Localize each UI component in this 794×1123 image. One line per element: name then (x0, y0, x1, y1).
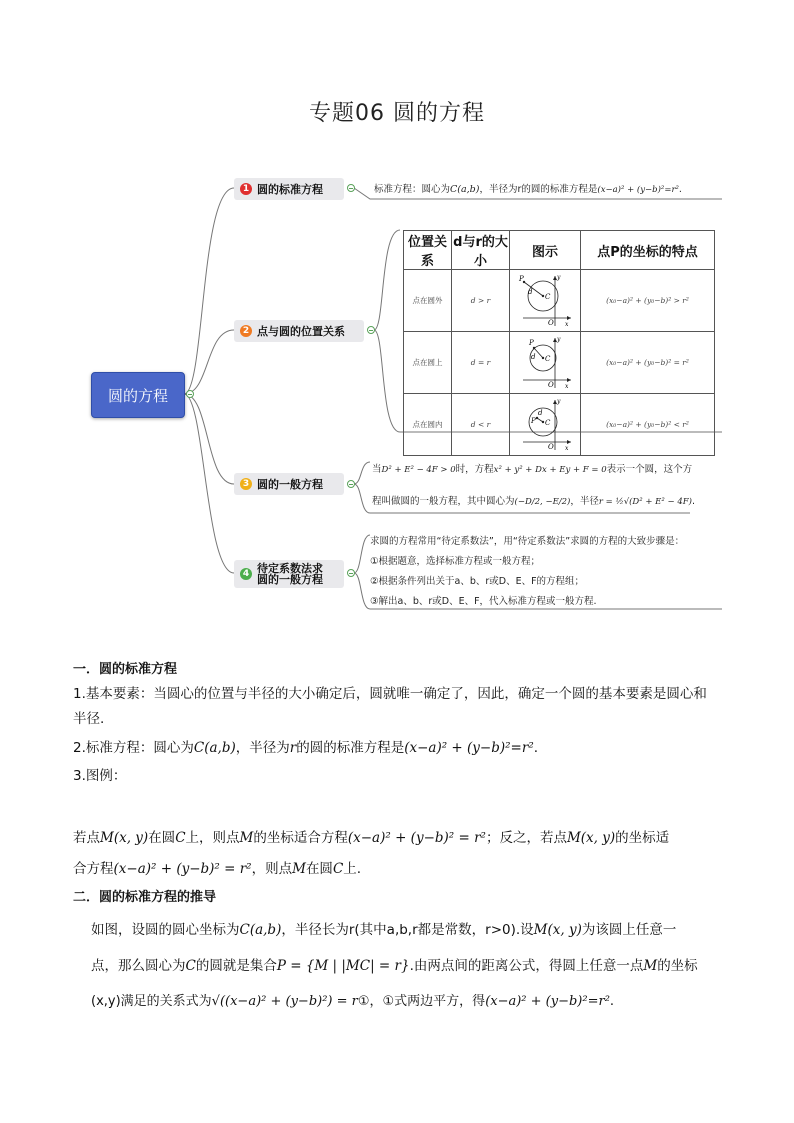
formula: M(x, y) (566, 830, 616, 846)
table-cell-condition: (x₀−a)² + (y₀−b)² = r² (581, 332, 715, 394)
formula: M(x, y) (533, 922, 582, 938)
number-badge-1: 1 (240, 183, 252, 195)
label-C: C (545, 292, 551, 301)
branch-label: 点与圆的位置关系 (257, 325, 345, 338)
note-text: 时，方程 (455, 464, 494, 475)
text: (x,y)满足的关系式为 (91, 994, 212, 1009)
collapse-toggle-3[interactable] (347, 480, 355, 488)
branch-undetermined-coefficients[interactable] (234, 560, 344, 588)
note-line: 求圆的方程常用“待定系数法”，用“待定系数法”求圆的方程的大致步骤是： (370, 536, 685, 547)
text: 为该圆上任意一 (581, 922, 677, 938)
label-y-axis: y (557, 335, 561, 343)
note-text: . (678, 184, 682, 195)
text: 的坐标 (657, 958, 698, 974)
label-origin: O (548, 380, 554, 389)
table-row (404, 332, 715, 394)
label-d: d (528, 287, 533, 296)
section1-converse (73, 823, 733, 885)
table-header-row (404, 231, 715, 270)
note-text: . (691, 496, 695, 507)
note-text: 表示一个圆，这个方 (606, 464, 693, 475)
label-d: d (538, 408, 543, 417)
table-cell-relation: 点在圆外 (404, 270, 452, 332)
branch-label-line-2: 圆的一般方程 (257, 573, 323, 586)
branch-label: 圆的标准方程 (257, 183, 323, 196)
text: . (609, 994, 615, 1009)
formula: M(x, y) (100, 830, 149, 846)
text: 若点 (73, 830, 100, 846)
formula-standard-equation: (x−a)² + (y−b)²=r² (597, 185, 679, 195)
branch3-note (372, 462, 717, 510)
point-inside-circle-diagram (515, 396, 575, 452)
point-on-circle-diagram (515, 334, 575, 390)
section-heading-1: 一．圆的标准方程 (73, 662, 178, 677)
label-P: P (531, 416, 536, 425)
note-line: ③解出a、b、r或D、E、F，代入标准方程或一般方程. (370, 596, 597, 607)
branch-label: 圆的一般方程 (257, 478, 323, 491)
formula-standard-equation: (x−a)² + (y−b)²=r² (485, 994, 610, 1009)
text: 上，则点 (185, 830, 240, 846)
label-P: P (529, 338, 534, 347)
text: . (533, 740, 539, 756)
label-x-axis: x (565, 444, 569, 452)
number-badge-2: 2 (240, 325, 252, 337)
formula-center: (−D/2, −E/2) (514, 497, 571, 507)
collapse-toggle-1[interactable] (347, 184, 355, 192)
formula: C (175, 830, 186, 846)
text: 的坐标适合方程 (253, 830, 348, 846)
formula: M (239, 830, 254, 846)
table-cell-dr: d > r (452, 270, 510, 332)
formula-center: C(a,b) (450, 184, 480, 195)
branch-label-line-1: 待定系数法求 (257, 562, 323, 575)
collapse-toggle-root[interactable] (186, 390, 194, 398)
label-y-axis: y (557, 273, 561, 281)
text: ，半径为 (235, 740, 290, 756)
label-origin: O (548, 442, 554, 451)
note-line: ②根据条件列出关于a、b、r或D、E、F的方程组； (370, 576, 585, 587)
note-text: ，半径 (570, 496, 599, 507)
text: 2.标准方程：圆心为 (73, 740, 194, 756)
formula-distance: √((x−a)² + (y−b)²) = r (211, 994, 358, 1009)
formula: (x−a)² + (y−b)² = r² (347, 830, 486, 846)
table-cell-figure (510, 332, 581, 394)
text: 的圆就是集合 (195, 958, 277, 974)
text: ，半径长为r(其中a,b,r都是常数，r>0).设 (281, 922, 534, 938)
table-cell-relation: 点在圆上 (404, 332, 452, 394)
paragraph: 3.图例： (73, 768, 127, 784)
number-badge-4: 4 (240, 568, 252, 580)
text: 合方程 (73, 861, 114, 877)
section2-body (73, 912, 733, 1020)
note-text: 当 (372, 464, 382, 475)
formula: C (185, 958, 196, 974)
label-C: C (545, 418, 551, 427)
formula: C(a,b) (239, 922, 282, 938)
text: 上. (343, 861, 362, 877)
paragraph-standard-equation (73, 736, 733, 761)
point-outside-circle-diagram (515, 272, 575, 328)
table-header-cell: 点P的坐标的特点 (581, 231, 715, 270)
paragraph-line (73, 948, 733, 984)
text: .由两点间的距离公式，得圆上任意一点 (409, 958, 644, 974)
paragraph-line (73, 854, 733, 885)
branch-point-circle-relation[interactable] (234, 320, 364, 342)
branch-general-equation[interactable] (234, 473, 344, 495)
note-text: 标准方程：圆心为 (374, 184, 451, 195)
branch1-note (374, 182, 682, 198)
text: 在圆 (148, 830, 176, 846)
branch-label (257, 563, 323, 585)
note-text: ，半径为r的圆的标准方程是 (479, 184, 598, 195)
text: ；反之，若点 (485, 830, 567, 846)
label-x-axis: x (565, 320, 569, 328)
paragraph: 1.基本要素：当圆心的位置与半径的大小确定后，圆就唯一确定了，因此，确定一个圆的基本要素是圆心和 (73, 686, 707, 702)
formula-r: r (289, 740, 297, 756)
text: ，则点 (251, 861, 293, 877)
table-header-cell: d与r的大小 (452, 231, 510, 270)
note-text: 程叫做圆的一般方程，其中圆心为 (372, 496, 515, 507)
formula-set: P = {M | |MC| = r} (276, 958, 410, 974)
paragraph-line (73, 984, 733, 1020)
paragraph-line (73, 912, 733, 948)
table-cell-condition: (x₀−a)² + (y₀−b)² < r² (581, 394, 715, 456)
branch-standard-equation[interactable] (234, 178, 344, 200)
text: ①，①式两边平方，得 (357, 994, 486, 1009)
formula-general-equation: x² + y² + Dx + Ey + F = 0 (493, 465, 607, 475)
mindmap-root[interactable]: 圆的方程 (91, 372, 185, 418)
collapse-toggle-4[interactable] (347, 569, 355, 577)
text: 在圆 (305, 861, 333, 877)
section1-body (73, 682, 733, 789)
label-y-axis: y (557, 397, 561, 405)
paragraph: 半径. (73, 711, 105, 727)
table-cell-condition: (x₀−a)² + (y₀−b)² > r² (581, 270, 715, 332)
label-origin: O (548, 318, 554, 327)
table-cell-figure (510, 394, 581, 456)
table-cell-dr: d < r (452, 394, 510, 456)
note-line: ①根据题意，选择标准方程或一般方程； (370, 556, 541, 567)
text: 的圆的标准方程是 (296, 740, 405, 756)
formula-center: C(a,b) (193, 740, 236, 756)
collapse-toggle-2[interactable] (367, 326, 375, 334)
formula-radius: r = ½√(D² + E² − 4F) (598, 497, 692, 507)
text: 的坐标适 (615, 830, 670, 846)
label-x-axis: x (565, 382, 569, 390)
table-cell-dr: d = r (452, 332, 510, 394)
formula-standard-equation: (x−a)² + (y−b)²=r² (404, 740, 534, 756)
position-relation-table (403, 230, 715, 456)
formula: M (292, 861, 306, 877)
formula: (x−a)² + (y−b)² = r² (113, 861, 252, 877)
section-heading-2: 二．圆的标准方程的推导 (73, 890, 217, 905)
formula: M (643, 958, 658, 974)
table-cell-figure (510, 270, 581, 332)
note-line-2 (372, 494, 717, 510)
formula: C (332, 861, 344, 877)
label-d: d (531, 352, 536, 361)
text: 如图，设圆的圆心坐标为 (91, 922, 240, 938)
note-line-1 (372, 462, 717, 478)
table-header-cell: 图示 (510, 231, 581, 270)
number-badge-3: 3 (240, 478, 252, 490)
formula-condition: D² + E² − 4F > 0 (381, 465, 456, 475)
text: 点，那么圆心为 (91, 958, 186, 974)
label-C: C (545, 354, 551, 363)
table-row (404, 394, 715, 456)
table-header-cell: 位置关系 (404, 231, 452, 270)
branch4-note (370, 532, 720, 612)
table-row (404, 270, 715, 332)
table-cell-relation: 点在圆内 (404, 394, 452, 456)
paragraph-line (73, 823, 733, 854)
label-P: P (519, 274, 524, 283)
page-title: 专题06 圆的方程 (309, 101, 485, 126)
